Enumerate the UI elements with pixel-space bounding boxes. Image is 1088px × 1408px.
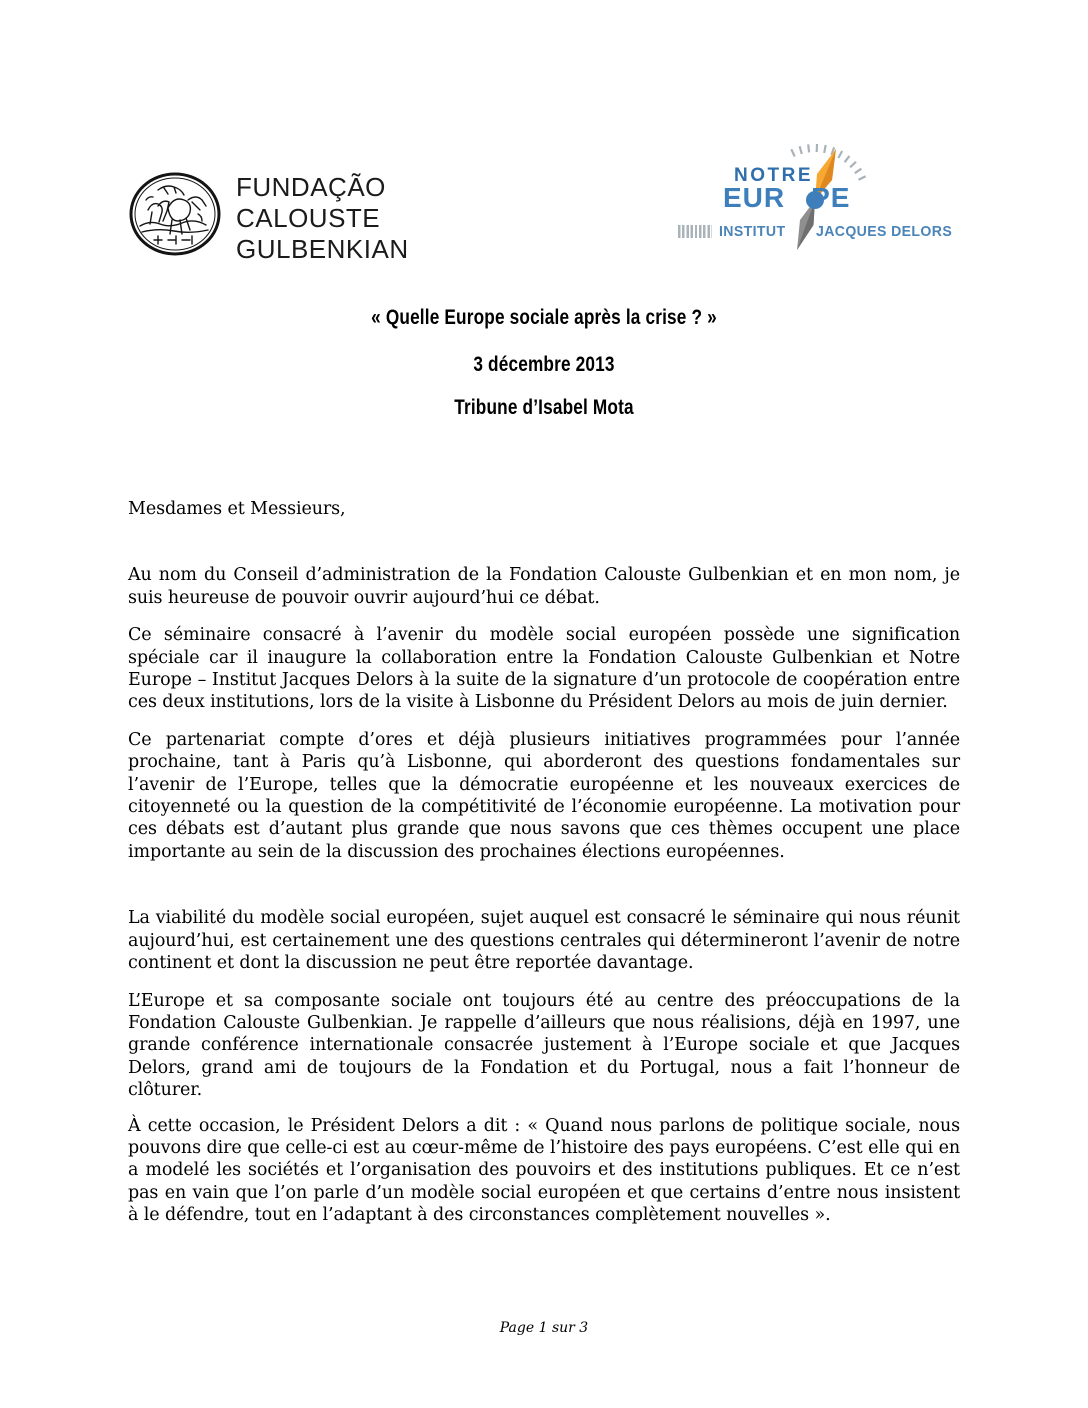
jacques-delors-label: JACQUES DELORS (815, 223, 952, 240)
gulbenkian-medallion-icon (128, 170, 222, 258)
tick-bars-icon (678, 225, 712, 238)
document-byline: Tribune d’Isabel Mota (454, 396, 634, 419)
gulbenkian-name-line: GULBENKIAN (236, 234, 409, 264)
europe-suffix: PE (811, 182, 851, 213)
body-paragraph: À cette occasion, le Président Delors a dit : « Quand nous parlons de politique sociale, nous pouvons dire que celle-ci est au cœur-même de l’histoire des pays européens. C’est elle qui en a modelé les sociétés et l’organisation des pouvoirs et des institutions publiques. Et ce n’est pas en vain que l’on parle d’un modèle social européen et que certains d’entre nous insistent à le défendre, tout en l’adaptant à des circonstances complètement nouvelles ». (128, 1115, 960, 1226)
institut-label: INSTITUT (719, 223, 786, 240)
body-paragraph: Au nom du Conseil d’administration de la Fondation Calouste Gulbenkian et en mon nom, je suis heureuse de pouvoir ouvrir aujourd’hui ce débat. (128, 565, 960, 608)
institut-jacques-delors-line (678, 223, 961, 240)
document-body (128, 498, 960, 1242)
body-paragraph: Ce partenariat compte d’ores et déjà plusieurs initiatives programmées pour l’année prochaine, tant à Paris qu’à Lisbonne, qui aborderont des questions fondamentales sur l’avenir de l’Europe, telles que la démocratie européenne et les nouveaux exercices de citoyenneté ou la question de la compétitivité de l’économie européenne. La motivation pour ces débats est d’autant plus grande que nous savons que ces thèmes occupent une place importante au sein de la discussion des prochaines élections européennes. (128, 729, 960, 862)
document-title: « Quelle Europe sociale après la crise ? » (371, 306, 717, 329)
notre-europe-logo (676, 143, 952, 255)
notre-europe-europe (723, 182, 850, 214)
document-date: 3 décembre 2013 (473, 353, 615, 376)
notre-europe-notre: NOTRE (734, 165, 813, 186)
gulbenkian-logo (128, 170, 409, 265)
gulbenkian-wordmark (236, 172, 409, 265)
europe-prefix: EUR (723, 182, 786, 213)
body-paragraph: Ce séminaire consacré à l’avenir du modèle social européen possède une signification spéciale car il inaugure la collaboration entre la Fondation Calouste Gulbenkian et Notre Europe – Institut Jacques Delors à la suite de la signature d’un protocole de coopération entre ces deux institutions, lors de la visite à Lisbonne du Président Delors au mois de juin dernier. (128, 625, 960, 713)
gulbenkian-name-line: CALOUSTE (236, 203, 381, 233)
body-paragraph: La viabilité du modèle social européen, sujet auquel est consacré le séminaire qui nous réunit aujourd’hui, est certainement une des questions centrales qui détermineront l’avenir de notre continent et dont la discussion ne peut être reportée davantage. (128, 908, 960, 974)
salutation: Mesdames et Messieurs, (128, 499, 346, 519)
body-paragraph: L’Europe et sa composante sociale ont toujours été au centre des préoccupations de la Fondation Calouste Gulbenkian. Je rappelle d’ailleurs que nous réalisions, déjà en 1997, une grande conférence internationale consacrée justement à l’Europe sociale et que Jacques Delors, grand ami de toujours de la Fondation et du Portugal, nous a fait l’honneur de clôturer. (128, 990, 960, 1101)
page-number: Page 1 sur 3 (499, 1320, 589, 1336)
gulbenkian-name-line: FUNDAÇÃO (236, 172, 386, 202)
